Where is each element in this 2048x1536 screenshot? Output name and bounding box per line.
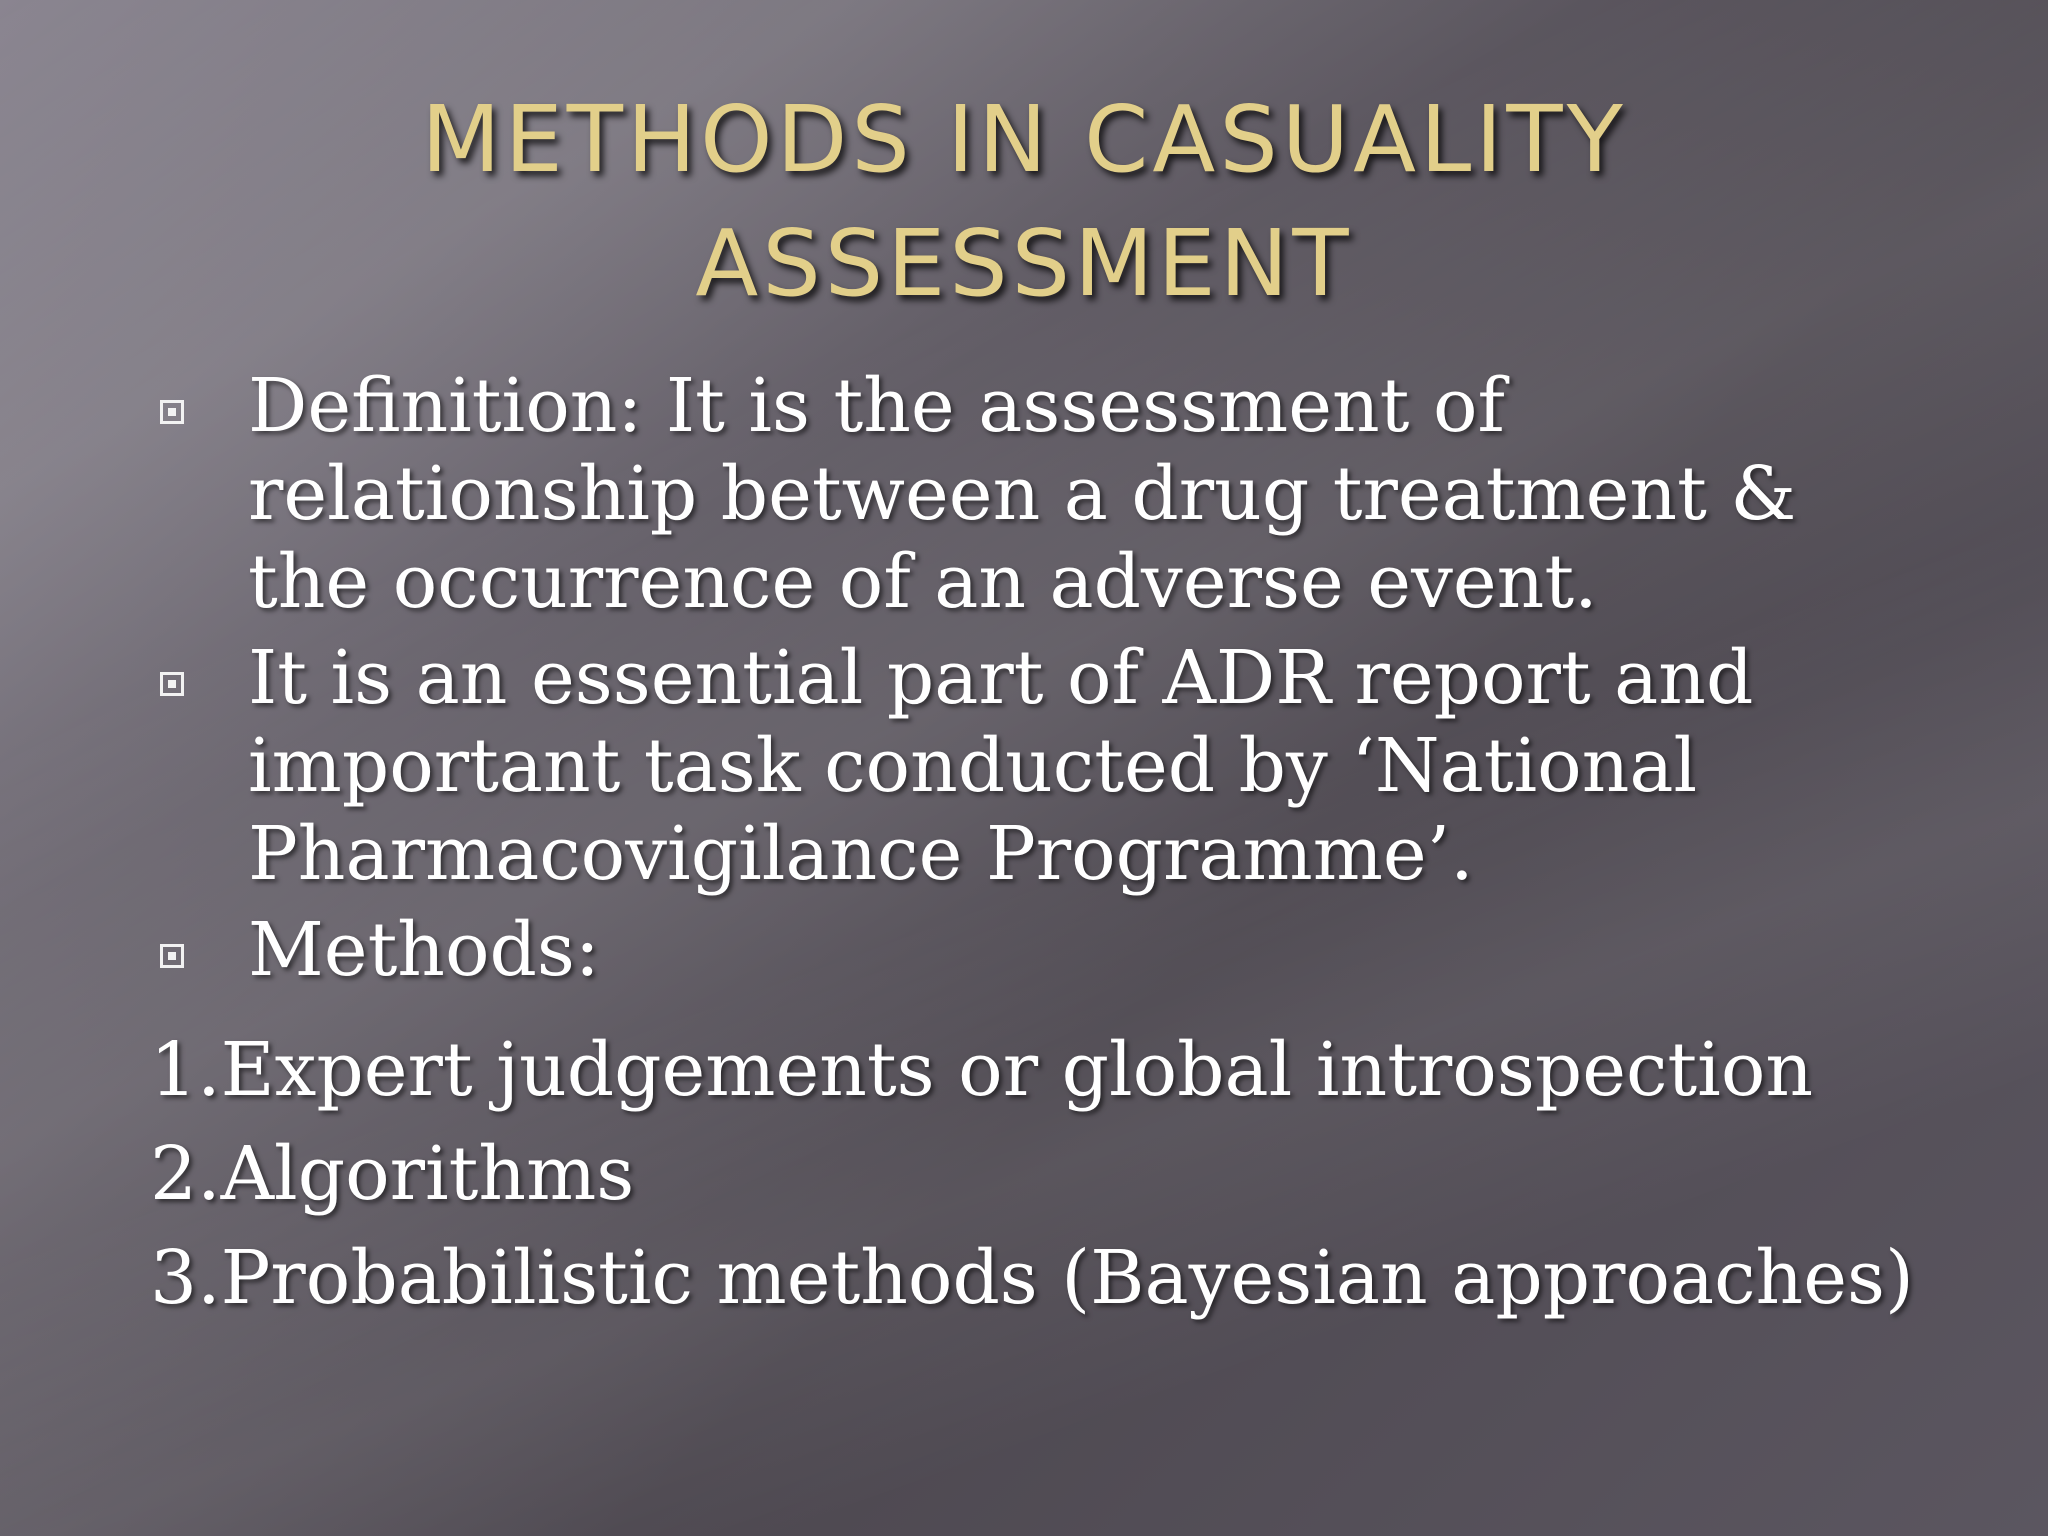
square-bullet-icon xyxy=(160,944,184,968)
bullet-item-adr-report xyxy=(156,634,1896,898)
bullet-text: It is an essential part of ADR report and important task conducted by ‘National Pharmacovigilance Programme’. xyxy=(248,635,1754,897)
methods-list xyxy=(150,1018,1950,1330)
bullet-text: Methods: xyxy=(248,907,600,993)
square-bullet-icon xyxy=(160,672,184,696)
method-item-probabilistic: 3.Probabilistic methods (Bayesian approaches) xyxy=(150,1235,1914,1321)
bullet-list xyxy=(156,362,1896,1002)
bullet-item-definition xyxy=(156,362,1896,626)
method-item-expert-judgement: 1.Expert judgements or global introspection xyxy=(150,1027,1814,1113)
square-bullet-icon xyxy=(160,400,184,424)
slide-title xyxy=(0,78,2048,326)
slide-title-line-1: METHODS IN CASUALITY xyxy=(421,86,1627,193)
method-item-algorithms: 2.Algorithms xyxy=(150,1131,635,1217)
slide-title-line-2: ASSESSMENT xyxy=(695,210,1353,317)
bullet-item-methods xyxy=(156,906,1896,994)
bullet-text: Definition: It is the assessment of relationship between a drug treatment & the occurrence of an adverse event. xyxy=(248,363,1797,625)
